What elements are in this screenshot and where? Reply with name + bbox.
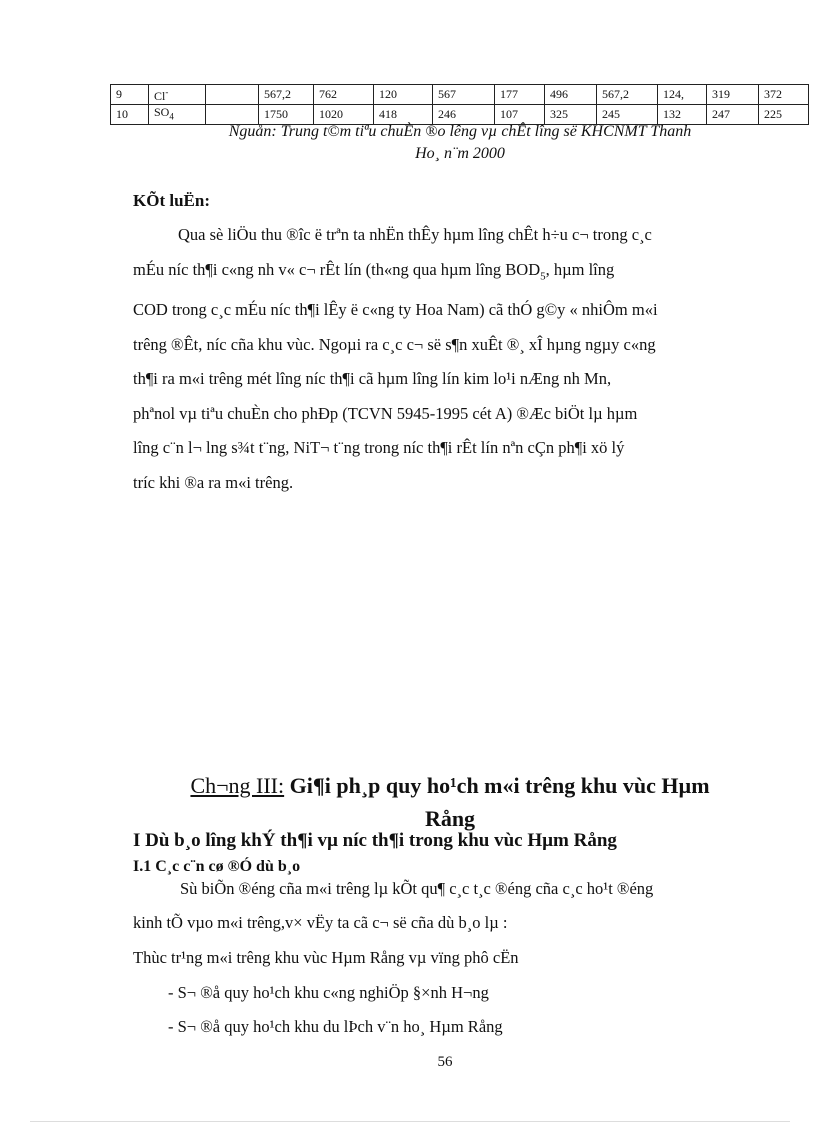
section-title: I Dù b¸o lîng khÝ th¶i vµ níc th¶i trong khu vùc Hµm Rång — [133, 830, 617, 851]
unit-cell — [206, 85, 259, 105]
table-source-note — [120, 121, 800, 165]
body-line: Sù biÕn ®éng cña m«i trêng lµ kÕt qu¶ c¸c t¸c ®éng cña c¸c ho¹t ®éng — [180, 879, 654, 898]
page-number: 56 — [437, 1054, 453, 1070]
value-cell: 418 — [374, 105, 433, 125]
row-number: 10 — [111, 105, 149, 125]
value-cell: 124, — [658, 85, 707, 105]
value-cell: 245 — [597, 105, 658, 125]
value-cell: 107 — [495, 105, 545, 125]
chapter-title — [100, 769, 800, 835]
value-cell: 496 — [545, 85, 597, 105]
chapter-title-text: Gi¶i ph¸p quy ho¹ch m«i trêng khu vùc Hµm — [284, 773, 710, 798]
table-row — [111, 85, 809, 105]
paragraph-line: mÉu níc th¶i c«ng nh v« c¬ rÊt lín (th«ng qua hµm lîng $BOD_5$, hµm lîng — [133, 259, 615, 282]
value-cell: 567 — [433, 85, 495, 105]
value-cell: 246 — [433, 105, 495, 125]
chapter-title-text: Rång — [424, 806, 476, 831]
value-cell: 567,2 — [259, 85, 314, 105]
value-cell: 120 — [374, 85, 433, 105]
value-cell: 319 — [707, 85, 759, 105]
paragraph-line: COD trong c¸c mÉu níc th¶i lÊy ë c«ng ty Hoa Nam) cã thÓ g©y « nhiÔm m«i — [133, 300, 658, 320]
paragraph-line: phªnol vµ tiªu chuÈn cho phÐp (TCVN 5945-1995 cét A) ®Æc biÖt lµ hµm — [133, 403, 638, 423]
paragraph-line: trêng ®Êt, níc cña khu vùc. Ngoµi ra c¸c c¬ së s¶n xuÊt ®¸ xÎ hµng ngµy c«ng — [133, 334, 656, 354]
page-bottom-divider — [30, 1121, 790, 1122]
value-cell: 225 — [759, 105, 809, 125]
parameter-name: $SO_4$ — [149, 105, 206, 125]
bullet-item: - S¬ ®å quy ho¹ch khu du lÞch v¨n ho¸ Hµm Rång — [168, 1017, 503, 1036]
source-line: Ho¸ n¨m 2000 — [415, 145, 505, 162]
value-cell: 177 — [495, 85, 545, 105]
value-cell: 325 — [545, 105, 597, 125]
subsection-title: I.1 C¸c c¨n cø ®Ó dù b¸o — [133, 858, 301, 875]
value-cell: 1020 — [314, 105, 374, 125]
measurement-table — [110, 84, 809, 125]
parameter-name: Cl- — [149, 85, 206, 105]
value-cell: 1750 — [259, 105, 314, 125]
value-cell: 247 — [707, 105, 759, 125]
body-line: kinh tÕ vµo m«i trêng,v× vËy ta cã c¬ së cña dù b¸o lµ : — [133, 913, 508, 932]
paragraph-line: Qua sè liÖu thu ®îc ë trªn ta nhËn thÊy hµm lîng chÊt h÷u c¬ trong c¸c — [178, 225, 652, 244]
paragraph-line: tríc khi ®a ra m«i trêng. — [133, 472, 294, 492]
source-line: Nguån: Trung t©m tiªu chuÈn ®o lêng vµ chÊt lîng së KHCNMT Thanh — [228, 123, 692, 140]
bullet-item: - S¬ ®å quy ho¹ch khu c«ng nghiÖp §×nh H¬ng — [168, 983, 489, 1002]
value-cell: 762 — [314, 85, 374, 105]
paragraph-line: lîng c¨n l¬ lng s¾t t¨ng, NiT¬ t¨ng trong níc th¶i rÊt lín nªn cÇn ph¶i xö lý — [133, 438, 625, 458]
paragraph-line: th¶i ra m«i trêng mét lîng níc th¶i cã hµm lîng lín kim lo¹i nÆng nh Mn, — [133, 369, 612, 389]
conclusion-paragraph — [133, 218, 743, 500]
value-cell: 372 — [759, 85, 809, 105]
row-number: 9 — [111, 85, 149, 105]
chapter-label: Ch¬ng III: — [190, 773, 285, 798]
conclusion-heading: KÕt luËn: — [133, 191, 210, 210]
body-line: Thùc tr¹ng m«i trêng khu vùc Hµm Rång vµ vïng phô cËn — [133, 948, 519, 967]
value-cell: 132 — [658, 105, 707, 125]
value-cell: 567,2 — [597, 85, 658, 105]
